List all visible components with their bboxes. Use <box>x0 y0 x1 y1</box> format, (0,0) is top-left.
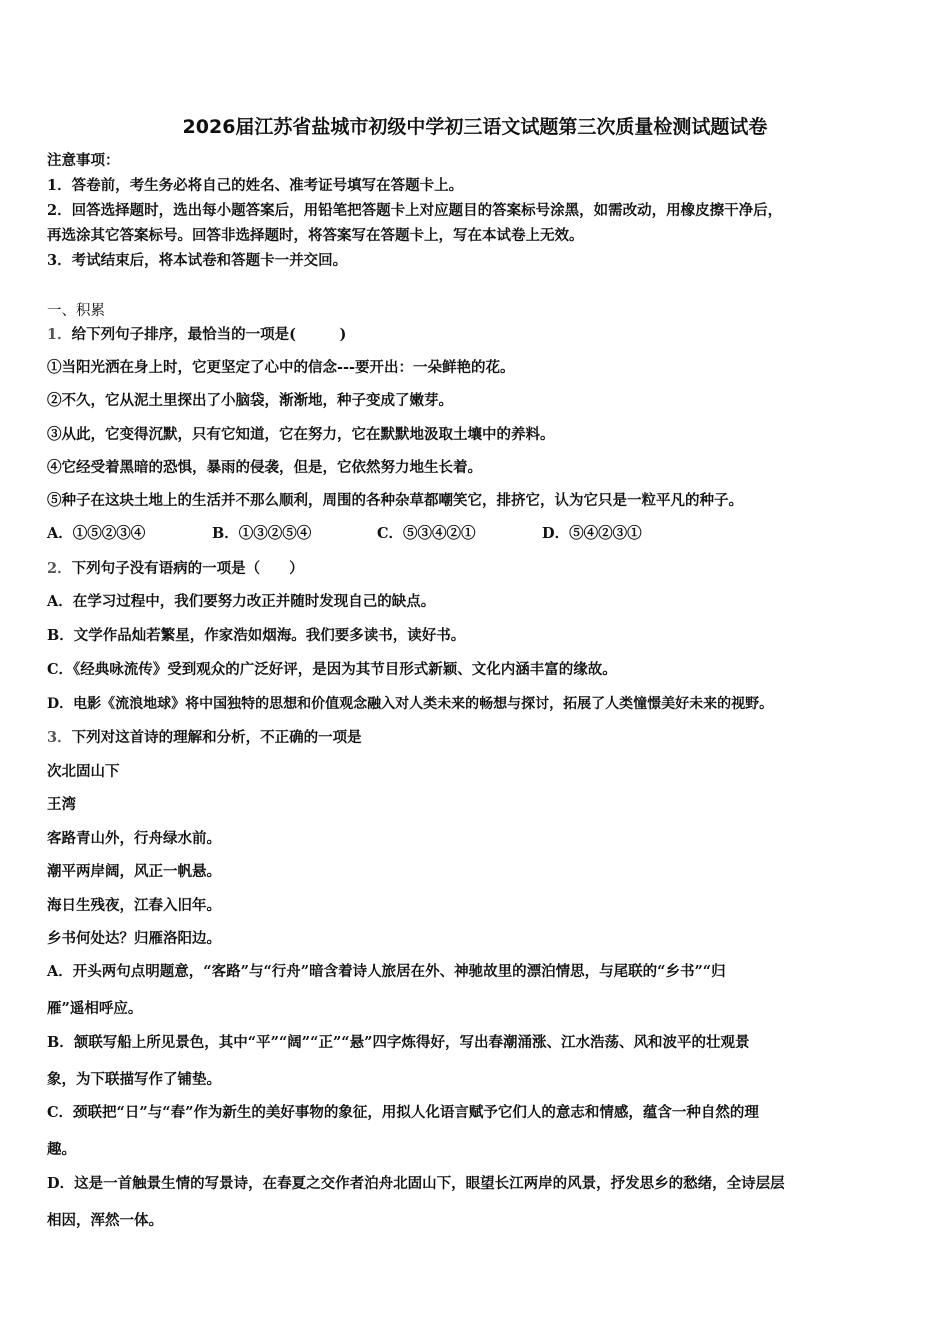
q1-options <box>47 524 747 544</box>
poem-title: 次北固山下 <box>47 763 120 780</box>
option-text-continued: 雁”遥相呼应。 <box>47 1000 143 1017</box>
option-text-continued: 趣。 <box>47 1141 76 1158</box>
option-label: D． <box>47 1175 75 1192</box>
poem-line: 潮平两岸阔，风正一帆悬。 <box>47 863 221 880</box>
option-d <box>47 1174 785 1194</box>
notice-heading: 注意事项： <box>47 152 120 169</box>
option-text: ⑤④②③① <box>569 525 642 542</box>
option-b <box>212 524 311 544</box>
option-label: A． <box>47 593 73 610</box>
option-text: 开头两句点明题意，“客路”与“行舟”暗含着诗人旅居在外、神驰故里的漂泊情思，与尾联的“乡书”“归 <box>72 963 726 980</box>
section-heading: 一、积累 <box>47 303 105 319</box>
option-text: 文学作品灿若繁星，作家浩如烟海。我们要多读书，读好书。 <box>73 627 466 644</box>
option-label: C． <box>377 525 404 542</box>
notice-item: 再选涂其它答案标号。回答非选择题时，将答案写在答题卡上，写在本试卷上无效。 <box>47 227 584 244</box>
option-b <box>47 626 465 646</box>
option-c <box>47 1103 759 1123</box>
option-text: 《经典咏流传》受到观众的广泛好评，是因为其节目形式新颖、文化内涵丰富的缘故。 <box>73 661 617 678</box>
option-a <box>47 592 435 612</box>
option-b <box>47 1033 750 1053</box>
option-c <box>47 660 617 680</box>
option-text: ⑤③④②① <box>403 525 476 542</box>
sentence-item: ①当阳光洒在身上时，它更坚定了心中的信念---要开出：一朵鲜艳的花。 <box>47 359 515 376</box>
poem-line: 乡书何处达？归雁洛阳边。 <box>47 930 221 947</box>
option-label: B． <box>47 627 74 644</box>
question-2-stem <box>47 559 304 579</box>
option-text-continued: 象，为下联描写作了铺垫。 <box>47 1071 221 1088</box>
option-text: 这是一首触景生情的写景诗，在春夏之交作者泊舟北固山下，眼望长江两岸的风景，抒发思乡的愁绪，全诗层层 <box>74 1175 785 1192</box>
poem-line: 海日生残夜，江春入旧年。 <box>47 897 221 914</box>
question-stem: 下列句子没有语病的一项是（ ） <box>71 560 304 577</box>
sentence-item: ⑤种子在这块土地上的生活并不那么顺利，周围的各种杂草都嘲笑它，排挤它，认为它只是一粒平凡的种子。 <box>47 492 743 509</box>
sentence-item: ②不久，它从泥土里探出了小脑袋，渐渐地，种子变成了嫩芽。 <box>47 392 453 409</box>
sentence-item: ③从此，它变得沉默，只有它知道，它在努力，它在默默地汲取土壤中的养料。 <box>47 426 555 443</box>
option-label: D． <box>542 525 570 542</box>
option-text: 电影《流浪地球》将中国独特的思想和价值观念融入对人类未来的畅想与探讨，拓展了人类憧憬美好未来的视野。 <box>73 696 774 712</box>
poem-line: 客路青山外，行舟绿水前。 <box>47 830 221 847</box>
option-text: 颔联写船上所见景色，其中“平”“阔”“正”“悬”四字炼得好，写出春潮涌涨、江水浩荡、风和波平的壮观景 <box>73 1034 750 1051</box>
option-d <box>47 694 773 714</box>
question-1-stem <box>47 325 346 345</box>
question-number: 3． <box>47 729 72 746</box>
option-label: D． <box>47 696 74 712</box>
question-number: 1． <box>47 326 72 343</box>
option-label: B． <box>212 525 239 542</box>
option-label: A． <box>47 525 73 542</box>
option-text-continued: 相因，浑然一体。 <box>47 1212 163 1229</box>
option-d <box>542 524 642 544</box>
option-label: A． <box>47 963 73 980</box>
notice-item: 1．答卷前，考生务必将自己的姓名、准考证号填写在答题卡上。 <box>47 177 464 194</box>
notice-item: 3．考试结束后，将本试卷和答题卡一并交回。 <box>47 252 348 269</box>
question-stem: 给下列句子排序，最恰当的一项是( ) <box>71 326 347 343</box>
option-a <box>47 524 145 544</box>
page-title: 2026届江苏省盐城市初级中学初三语文试题第三次质量检测试题试卷 <box>182 116 768 138</box>
option-text: 颈联把“日”与“春”作为新生的美好事物的象征，用拟人化语言赋予它们人的意志和情感，蕴含一种自然的理 <box>73 1104 759 1121</box>
poem-author: 王湾 <box>47 796 76 813</box>
option-c <box>377 524 476 544</box>
notice-item: 2．回答选择题时，选出每小题答案后，用铅笔把答题卡上对应题目的答案标号涂黑，如需改动，用橡皮擦干净后， <box>47 202 783 219</box>
option-label: B． <box>47 1034 74 1051</box>
sentence-item: ④它经受着黑暗的恐惧，暴雨的侵袭，但是，它依然努力地生长着。 <box>47 459 482 476</box>
question-number: 2． <box>47 560 72 577</box>
option-label: C． <box>47 661 74 678</box>
question-stem: 下列对这首诗的理解和分析，不正确的一项是 <box>71 729 362 746</box>
question-3-stem <box>47 728 362 748</box>
option-text: 在学习过程中，我们要努力改正并随时发现自己的缺点。 <box>72 593 436 610</box>
option-a <box>47 962 726 982</box>
option-text: ①⑤②③④ <box>72 525 146 542</box>
option-label: C． <box>47 1104 74 1121</box>
option-text: ①③②⑤④ <box>238 525 312 542</box>
